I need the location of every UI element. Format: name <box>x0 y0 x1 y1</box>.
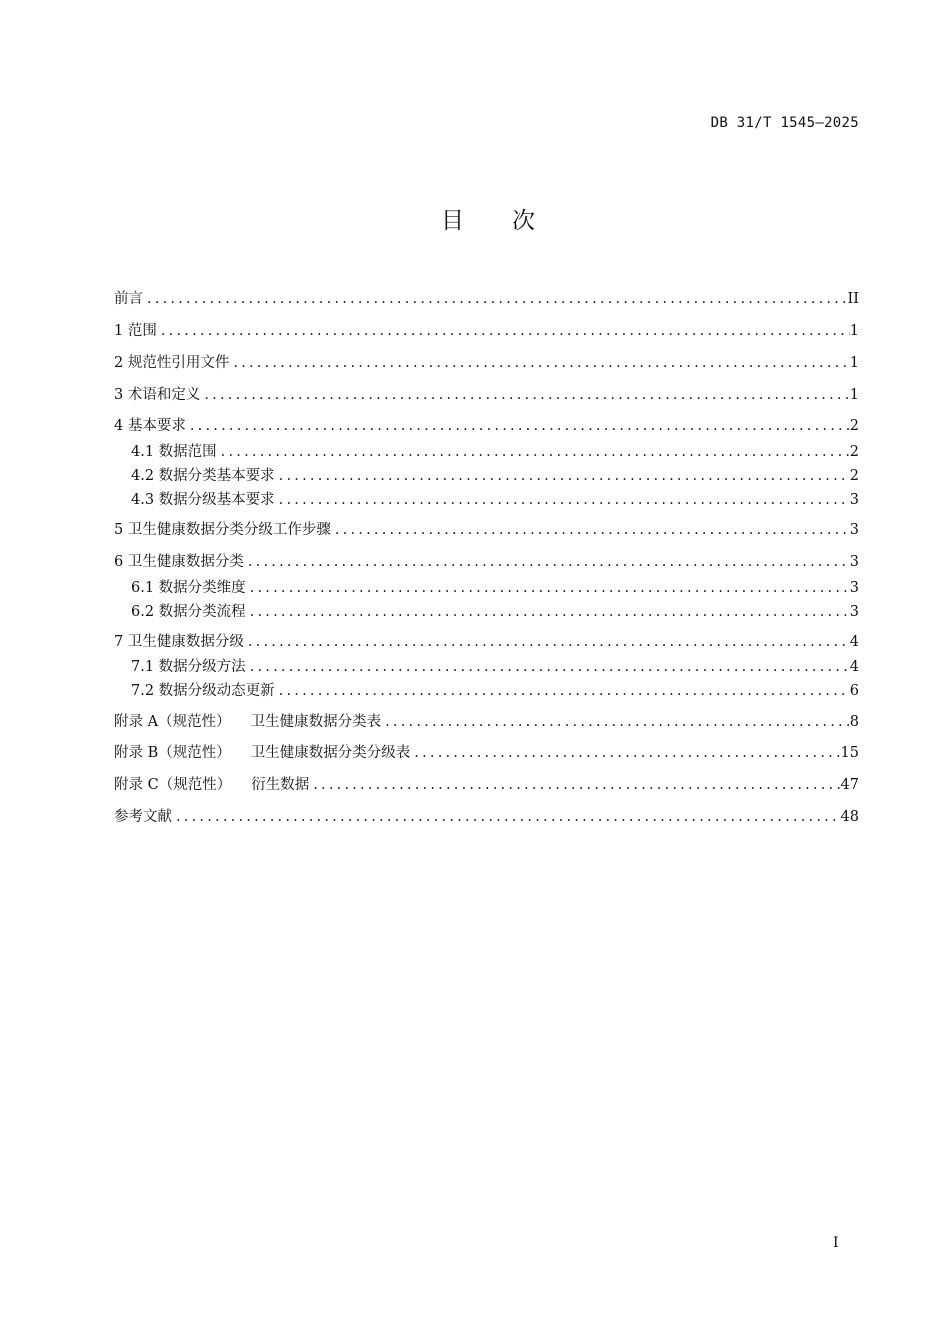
toc-entry-label: 4 基本要求 <box>114 418 186 434</box>
toc-entry-page: II <box>847 291 859 307</box>
toc-entry-label: 5 卫生健康数据分类分级工作步骤 <box>114 522 331 538</box>
toc-entry-4-1[interactable] <box>131 441 859 463</box>
toc-entry-page: 2 <box>849 468 859 484</box>
toc-leader-dots <box>275 680 850 702</box>
toc-entry-normative-references[interactable] <box>114 352 859 374</box>
toc-entry-page: 4 <box>849 659 859 675</box>
toc-entry-label: 6.1 数据分类维度 <box>131 580 246 596</box>
toc-entry-terms-definitions[interactable] <box>114 384 859 406</box>
toc-entry-7-2[interactable] <box>131 680 859 702</box>
toc-entry-page: 15 <box>840 745 859 761</box>
document-code: DB 31/T 1545—2025 <box>710 115 859 131</box>
toc-entry-label: 3 术语和定义 <box>114 387 201 403</box>
page-number: I <box>833 1235 839 1251</box>
toc-entry-label: 附录 B（规范性） <box>114 745 231 761</box>
toc-leader-dots <box>244 631 850 653</box>
toc-leader-dots <box>244 551 850 573</box>
toc-entry-page: 1 <box>849 323 859 339</box>
toc-entry-label: 1 范围 <box>114 323 157 339</box>
toc-leader-dots <box>410 742 840 764</box>
toc-entry-7-1[interactable] <box>131 656 859 678</box>
toc-entry-label-suffix: 卫生健康数据分类表 <box>250 714 382 730</box>
toc-leader-dots <box>381 711 850 733</box>
toc-entry-label: 7.2 数据分级动态更新 <box>131 683 275 699</box>
toc-leader-dots <box>246 656 850 678</box>
toc-leader-dots <box>229 352 849 374</box>
toc-entry-workflow[interactable] <box>114 519 859 541</box>
toc-leader-dots <box>246 577 850 599</box>
toc-entry-foreword[interactable] <box>114 288 859 310</box>
toc-entry-page: 1 <box>849 387 859 403</box>
toc-entry-label: 7 卫生健康数据分级 <box>114 634 244 650</box>
toc-entry-label: 参考文献 <box>114 809 172 825</box>
toc-entry-appendix-a[interactable] <box>114 711 859 733</box>
toc-entry-page: 3 <box>849 522 859 538</box>
toc-entry-basic-requirements[interactable] <box>114 415 859 437</box>
toc-leader-dots <box>186 415 850 437</box>
toc-leader-dots <box>246 601 850 623</box>
toc-entry-4-2[interactable] <box>131 465 859 487</box>
toc-entry-page: 2 <box>849 418 859 434</box>
toc-entry-appendix-b[interactable] <box>114 742 859 764</box>
toc-entry-label: 附录 C（规范性） <box>114 777 232 793</box>
toc-entry-page: 47 <box>840 777 859 793</box>
toc-title <box>0 202 950 235</box>
toc-entry-appendix-c[interactable] <box>114 774 859 796</box>
toc-entry-page: 3 <box>849 580 859 596</box>
toc-entry-page: 3 <box>849 492 859 508</box>
toc-entry-label: 7.1 数据分级方法 <box>131 659 246 675</box>
toc-entry-page: 2 <box>849 444 859 460</box>
toc-entry-6-2[interactable] <box>131 601 859 623</box>
toc-entry-label: 2 规范性引用文件 <box>114 355 230 371</box>
toc-leader-dots <box>143 288 848 310</box>
toc-leader-dots <box>275 465 850 487</box>
toc-entry-page: 4 <box>849 634 859 650</box>
toc-leader-dots <box>157 320 850 342</box>
toc-entry-page: 6 <box>849 683 859 699</box>
toc-entry-label-suffix: 卫生健康数据分类分级表 <box>250 745 411 761</box>
toc-entry-label-suffix: 衍生数据 <box>251 777 310 793</box>
toc-entry-page: 8 <box>849 714 859 730</box>
toc-leader-dots <box>275 489 850 511</box>
toc-leader-dots <box>217 441 850 463</box>
toc-entry-grading[interactable] <box>114 631 859 653</box>
toc-leader-dots <box>172 806 841 828</box>
toc-entry-label: 4.1 数据范围 <box>131 444 217 460</box>
toc-entry-page: 48 <box>840 809 859 825</box>
toc-entry-scope[interactable] <box>114 320 859 342</box>
toc-title-part1: 目 <box>441 208 464 234</box>
toc-leader-dots <box>200 384 849 406</box>
toc-entry-label: 6.2 数据分类流程 <box>131 604 246 620</box>
toc-entry-6-1[interactable] <box>131 577 859 599</box>
toc-leader-dots <box>331 519 850 541</box>
toc-entry-label: 附录 A（规范性） <box>114 714 231 730</box>
toc-entry-bibliography[interactable] <box>114 806 859 828</box>
toc-entry-label: 4.3 数据分级基本要求 <box>131 492 275 508</box>
toc-title-part2: 次 <box>512 208 535 234</box>
toc-entry-classification[interactable] <box>114 551 859 573</box>
toc-entry-page: 3 <box>849 554 859 570</box>
toc-entry-4-3[interactable] <box>131 489 859 511</box>
toc-leader-dots <box>309 774 840 796</box>
toc-entry-page: 1 <box>849 355 859 371</box>
toc-entry-label: 4.2 数据分类基本要求 <box>131 468 275 484</box>
toc-entry-page: 3 <box>849 604 859 620</box>
toc-entry-label: 前言 <box>114 291 143 307</box>
toc-entry-label: 6 卫生健康数据分类 <box>114 554 244 570</box>
